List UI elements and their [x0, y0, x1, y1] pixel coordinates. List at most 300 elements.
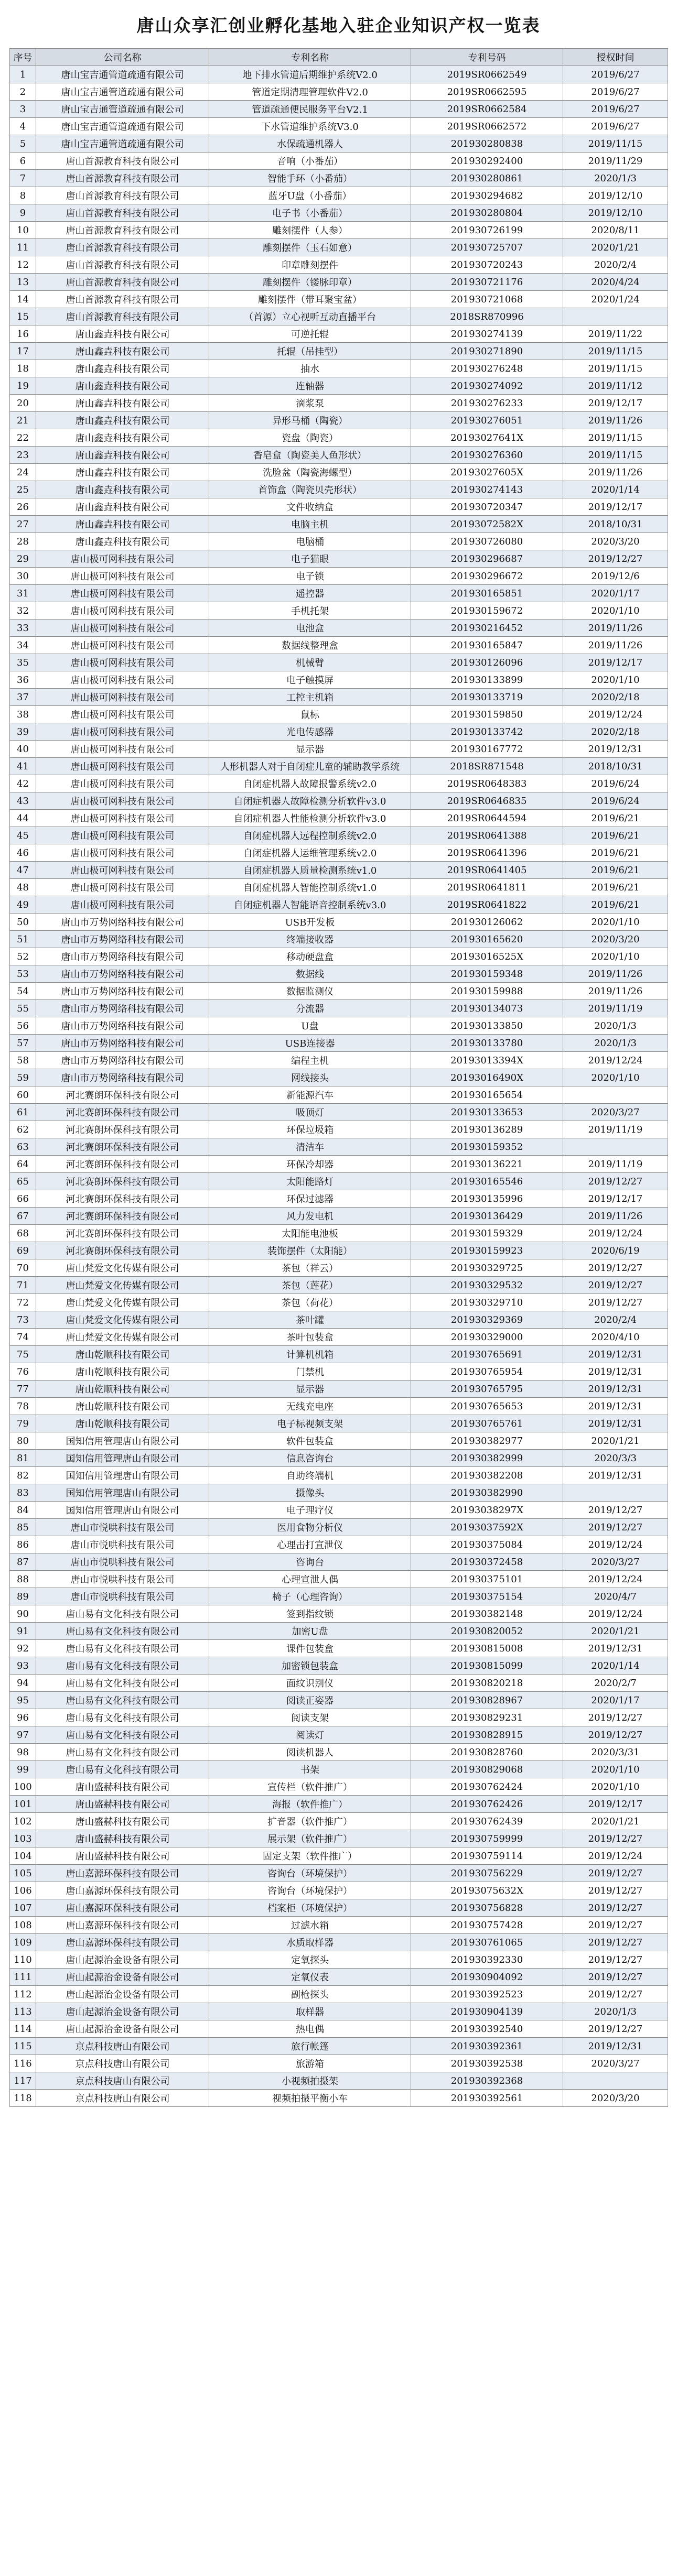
cell-patent-number: 201930274139: [411, 325, 563, 343]
cell-grant-date: 2019/12/24: [563, 706, 668, 723]
cell-company: 唐山易有文化科技有限公司: [36, 1726, 209, 1744]
table-row: [10, 464, 668, 481]
cell-grant-date: 2019/12/27: [563, 1917, 668, 1934]
cell-company: 河北赛朗环保科技有限公司: [36, 1121, 209, 1138]
cell-patent-number: 201930762424: [411, 1778, 563, 1796]
cell-grant-date: 2020/6/19: [563, 1242, 668, 1259]
table-row: [10, 308, 668, 325]
cell-patent-number: 201930765761: [411, 1415, 563, 1432]
cell-patent-number: 2019SR0662595: [411, 83, 563, 101]
cell-patent-name: 太阳能路灯: [209, 1173, 411, 1190]
cell-grant-date: 2020/1/10: [563, 1069, 668, 1086]
cell-company: 唐山嘉源环保科技有限公司: [36, 1865, 209, 1882]
cell-company: 唐山极可网科技有限公司: [36, 758, 209, 775]
cell-grant-date: 2019/12/27: [563, 1294, 668, 1311]
table-header-row: [10, 49, 668, 66]
cell-patent-number: 201930721068: [411, 291, 563, 308]
table-row: [10, 1709, 668, 1726]
cell-grant-date: 2019/12/31: [563, 1346, 668, 1363]
cell-company: 唐山市万势网络科技有限公司: [36, 931, 209, 948]
cell-patent-number: 201930133742: [411, 723, 563, 741]
cell-patent-name: 计算机机箱: [209, 1346, 411, 1363]
table-row: [10, 153, 668, 170]
cell-patent-name: 数据线整理盒: [209, 637, 411, 654]
cell-grant-date: 2019/12/27: [563, 1173, 668, 1190]
cell-patent-number: 201930762426: [411, 1796, 563, 1813]
header-company: 公司名称: [36, 49, 209, 66]
cell-company: 唐山易有文化科技有限公司: [36, 1605, 209, 1623]
cell-patent-name: 数据监测仪: [209, 983, 411, 1000]
table-row: [10, 723, 668, 741]
cell-company: 唐山极可网科技有限公司: [36, 827, 209, 844]
cell-grant-date: [563, 308, 668, 325]
table-row: [10, 671, 668, 689]
cell-company: 唐山市万势网络科技有限公司: [36, 983, 209, 1000]
cell-grant-date: 2018/10/31: [563, 758, 668, 775]
cell-patent-number: 201930136429: [411, 1208, 563, 1225]
cell-company: 唐山易有文化科技有限公司: [36, 1675, 209, 1692]
cell-grant-date: 2020/1/3: [563, 2003, 668, 2020]
cell-patent-number: 201930820218: [411, 1675, 563, 1692]
cell-no: 28: [10, 533, 36, 550]
table-row: [10, 2055, 668, 2072]
cell-patent-number: 201930159352: [411, 1138, 563, 1156]
cell-grant-date: 2020/3/20: [563, 533, 668, 550]
table-row: [10, 1156, 668, 1173]
cell-patent-name: 电池盒: [209, 619, 411, 637]
table-row: [10, 1675, 668, 1692]
cell-patent-number: 201930382148: [411, 1605, 563, 1623]
table-row: [10, 792, 668, 810]
cell-grant-date: 2019/12/24: [563, 1536, 668, 1553]
table-row: [10, 1242, 668, 1259]
cell-company: 唐山首源教育科技有限公司: [36, 170, 209, 187]
header-no: 序号: [10, 49, 36, 66]
cell-company: 唐山鑫垚科技有限公司: [36, 377, 209, 395]
table-row: [10, 1657, 668, 1675]
table-row: [10, 896, 668, 914]
cell-patent-name: 签到指纹锁: [209, 1605, 411, 1623]
cell-no: 48: [10, 879, 36, 896]
cell-no: 112: [10, 1986, 36, 2003]
cell-grant-date: 2019/11/15: [563, 429, 668, 447]
cell-grant-date: 2019/12/27: [563, 1277, 668, 1294]
cell-no: 81: [10, 1450, 36, 1467]
cell-grant-date: [563, 1484, 668, 1502]
cell-no: 67: [10, 1208, 36, 1225]
table-row: [10, 2020, 668, 2038]
cell-patent-number: 201930756229: [411, 1865, 563, 1882]
cell-company: 唐山极可网科技有限公司: [36, 671, 209, 689]
cell-patent-name: 茶叶包装盒: [209, 1329, 411, 1346]
table-row: [10, 1986, 668, 2003]
cell-company: 唐山鑫垚科技有限公司: [36, 481, 209, 498]
cell-grant-date: 2019/6/21: [563, 879, 668, 896]
cell-no: 100: [10, 1778, 36, 1796]
table-row: [10, 1553, 668, 1571]
document-title: 唐山众享汇创业孵化基地入驻企业知识产权一览表: [136, 15, 541, 36]
cell-company: 唐山极可网科技有限公司: [36, 862, 209, 879]
table-row: [10, 1000, 668, 1017]
cell-patent-number: 2019SR0646835: [411, 792, 563, 810]
cell-patent-number: 201930216452: [411, 619, 563, 637]
cell-patent-number: 2019SR0641811: [411, 879, 563, 896]
cell-patent-name: 雕刻摆件（玉石如意）: [209, 239, 411, 256]
cell-grant-date: 2020/4/24: [563, 274, 668, 291]
cell-patent-number: 201930392361: [411, 2038, 563, 2055]
cell-patent-name: 阅读支架: [209, 1709, 411, 1726]
cell-no: 11: [10, 239, 36, 256]
cell-grant-date: 2019/11/15: [563, 135, 668, 153]
cell-company: 唐山市悦哄科技有限公司: [36, 1588, 209, 1605]
cell-company: 国知信用管理唐山有限公司: [36, 1467, 209, 1484]
table-row: [10, 1225, 668, 1242]
cell-no: 33: [10, 619, 36, 637]
cell-no: 44: [10, 810, 36, 827]
cell-patent-number: 201930392561: [411, 2090, 563, 2107]
cell-no: 117: [10, 2072, 36, 2090]
cell-patent-number: 201930372458: [411, 1553, 563, 1571]
cell-grant-date: 2019/12/17: [563, 498, 668, 516]
cell-grant-date: 2019/12/27: [563, 1899, 668, 1917]
cell-patent-name: 门禁机: [209, 1363, 411, 1381]
cell-patent-number: 201930292400: [411, 153, 563, 170]
table-row: [10, 965, 668, 983]
cell-no: 58: [10, 1052, 36, 1069]
table-row: [10, 343, 668, 360]
cell-grant-date: 2019/12/24: [563, 1225, 668, 1242]
cell-no: 5: [10, 135, 36, 153]
cell-company: 唐山极可网科技有限公司: [36, 792, 209, 810]
cell-patent-name: 电子猫眼: [209, 550, 411, 568]
table-row: [10, 758, 668, 775]
table-row: [10, 948, 668, 965]
cell-no: 104: [10, 1847, 36, 1865]
cell-no: 37: [10, 689, 36, 706]
cell-patent-number: 201930165654: [411, 1086, 563, 1104]
cell-no: 2: [10, 83, 36, 101]
cell-company: 唐山市万势网络科技有限公司: [36, 965, 209, 983]
cell-patent-number: 201930134073: [411, 1000, 563, 1017]
cell-grant-date: 2019/12/27: [563, 1969, 668, 1986]
cell-patent-number: 201930828915: [411, 1726, 563, 1744]
cell-patent-number: 201930904092: [411, 1969, 563, 1986]
cell-patent-number: 201930133780: [411, 1035, 563, 1052]
cell-no: 88: [10, 1571, 36, 1588]
cell-no: 116: [10, 2055, 36, 2072]
cell-no: 15: [10, 308, 36, 325]
cell-patent-name: 加密锁包装盒: [209, 1657, 411, 1675]
cell-patent-name: 香皂盒（陶瓷美人鱼形状）: [209, 447, 411, 464]
cell-company: 唐山盛赫科技有限公司: [36, 1778, 209, 1796]
cell-company: 唐山首源教育科技有限公司: [36, 239, 209, 256]
cell-grant-date: 2019/11/19: [563, 1121, 668, 1138]
cell-grant-date: 2019/11/26: [563, 464, 668, 481]
cell-patent-name: 印章雕刻摆件: [209, 256, 411, 274]
cell-patent-name: 地下排水管道后期维护系统V2.0: [209, 66, 411, 83]
cell-no: 98: [10, 1744, 36, 1761]
cell-company: 唐山极可网科技有限公司: [36, 896, 209, 914]
cell-patent-name: 固定支架（软件推广）: [209, 1847, 411, 1865]
cell-patent-number: 201930757428: [411, 1917, 563, 1934]
cell-grant-date: 2019/11/19: [563, 1000, 668, 1017]
table-row: [10, 741, 668, 758]
cell-patent-name: 滴浆泵: [209, 395, 411, 412]
table-row: [10, 1951, 668, 1969]
table-row: [10, 1847, 668, 1865]
cell-no: 27: [10, 516, 36, 533]
cell-company: 唐山易有文化科技有限公司: [36, 1744, 209, 1761]
table-row: [10, 135, 668, 153]
cell-no: 94: [10, 1675, 36, 1692]
cell-grant-date: 2019/12/17: [563, 395, 668, 412]
cell-patent-number: 201930725707: [411, 239, 563, 256]
table-row: [10, 533, 668, 550]
cell-no: 79: [10, 1415, 36, 1432]
cell-grant-date: 2019/6/21: [563, 844, 668, 862]
table-row: [10, 585, 668, 602]
table-row: [10, 1536, 668, 1553]
cell-grant-date: 2019/6/21: [563, 896, 668, 914]
table-row: [10, 1882, 668, 1899]
table-row: [10, 914, 668, 931]
cell-grant-date: 2020/3/27: [563, 2055, 668, 2072]
cell-no: 13: [10, 274, 36, 291]
cell-grant-date: 2020/1/10: [563, 1778, 668, 1796]
cell-patent-number: 201930280861: [411, 170, 563, 187]
cell-patent-number: 201930828760: [411, 1744, 563, 1761]
cell-patent-number: 201930765954: [411, 1363, 563, 1381]
cell-company: 唐山盛赫科技有限公司: [36, 1830, 209, 1847]
cell-patent-number: 201930815008: [411, 1640, 563, 1657]
cell-patent-number: 201930765653: [411, 1398, 563, 1415]
cell-grant-date: 2019/11/26: [563, 1208, 668, 1225]
cell-patent-number: 201930375154: [411, 1588, 563, 1605]
table-row: [10, 844, 668, 862]
table-row: [10, 222, 668, 239]
table-row: [10, 498, 668, 516]
cell-company: 唐山极可网科技有限公司: [36, 602, 209, 619]
cell-company: 京点科技唐山有限公司: [36, 2038, 209, 2055]
cell-patent-number: 201930329710: [411, 1294, 563, 1311]
header-patent-number: 专利号码: [411, 49, 563, 66]
cell-patent-name: 自闭症机器人运维管理系统v2.0: [209, 844, 411, 862]
cell-patent-number: 201930721176: [411, 274, 563, 291]
cell-no: 32: [10, 602, 36, 619]
table-body: [10, 66, 668, 2107]
cell-patent-name: 自闭症机器人远程控制系统v2.0: [209, 827, 411, 844]
table-row: [10, 810, 668, 827]
cell-grant-date: 2019/12/27: [563, 1502, 668, 1519]
table-row: [10, 706, 668, 723]
cell-patent-number: 201930274143: [411, 481, 563, 498]
table-row: [10, 1432, 668, 1450]
cell-no: 106: [10, 1882, 36, 1899]
cell-grant-date: 2019/12/31: [563, 1415, 668, 1432]
cell-grant-date: 2019/6/27: [563, 101, 668, 118]
cell-grant-date: 2019/11/26: [563, 965, 668, 983]
cell-patent-name: 茶包（莲花）: [209, 1277, 411, 1294]
cell-patent-name: 信息咨询台: [209, 1450, 411, 1467]
cell-no: 66: [10, 1190, 36, 1208]
cell-patent-number: 20193027641X: [411, 429, 563, 447]
cell-no: 111: [10, 1969, 36, 1986]
cell-no: 42: [10, 775, 36, 792]
cell-patent-number: 201930329532: [411, 1277, 563, 1294]
table-row: [10, 1104, 668, 1121]
cell-patent-name: 自闭症机器人性能检测分析软件v3.0: [209, 810, 411, 827]
cell-no: 39: [10, 723, 36, 741]
cell-patent-number: 201930159850: [411, 706, 563, 723]
cell-grant-date: 2020/2/4: [563, 256, 668, 274]
cell-grant-date: 2020/1/10: [563, 671, 668, 689]
cell-company: 河北赛朗环保科技有限公司: [36, 1086, 209, 1104]
cell-patent-name: 电子触摸屏: [209, 671, 411, 689]
cell-no: 92: [10, 1640, 36, 1657]
cell-patent-name: 人形机器人对于自闭症儿童的辅助教学系统: [209, 758, 411, 775]
cell-grant-date: 2019/11/19: [563, 1156, 668, 1173]
cell-company: 唐山市万势网络科技有限公司: [36, 1017, 209, 1035]
cell-grant-date: 2020/3/20: [563, 2090, 668, 2107]
cell-grant-date: 2019/12/27: [563, 1934, 668, 1951]
cell-patent-number: 2019SR0644594: [411, 810, 563, 827]
cell-patent-name: 管道定期清理管理软件V2.0: [209, 83, 411, 101]
cell-grant-date: 2019/11/26: [563, 619, 668, 637]
table-row: [10, 2038, 668, 2055]
cell-no: 55: [10, 1000, 36, 1017]
cell-grant-date: 2019/11/26: [563, 412, 668, 429]
table-row: [10, 1208, 668, 1225]
cell-no: 95: [10, 1692, 36, 1709]
cell-no: 60: [10, 1086, 36, 1104]
cell-no: 89: [10, 1588, 36, 1605]
cell-patent-number: 20193037592X: [411, 1519, 563, 1536]
cell-patent-name: 蓝牙U盘（小番茄）: [209, 187, 411, 204]
cell-grant-date: 2020/1/10: [563, 602, 668, 619]
cell-patent-number: 201930165847: [411, 637, 563, 654]
cell-patent-name: 电子标视频支架: [209, 1415, 411, 1432]
cell-company: 唐山易有文化科技有限公司: [36, 1709, 209, 1726]
cell-company: 唐山首源教育科技有限公司: [36, 222, 209, 239]
cell-patent-number: 2018SR871548: [411, 758, 563, 775]
cell-patent-name: 自闭症机器人智能控制系统v1.0: [209, 879, 411, 896]
cell-patent-name: 自闭症机器人故障检测分析软件v3.0: [209, 792, 411, 810]
cell-grant-date: 2019/11/15: [563, 343, 668, 360]
cell-patent-number: 201930167772: [411, 741, 563, 758]
cell-patent-name: 咨询台（环境保护）: [209, 1865, 411, 1882]
cell-company: 河北赛朗环保科技有限公司: [36, 1104, 209, 1121]
cell-patent-name: 宣传栏（软件推广）: [209, 1778, 411, 1796]
cell-grant-date: 2020/1/24: [563, 291, 668, 308]
table-row: [10, 983, 668, 1000]
cell-company: 唐山鑫垚科技有限公司: [36, 429, 209, 447]
cell-no: 16: [10, 325, 36, 343]
cell-patent-name: 自闭症机器人智能语音控制系统v3.0: [209, 896, 411, 914]
table-row: [10, 187, 668, 204]
cell-grant-date: 2019/12/17: [563, 1796, 668, 1813]
cell-company: 唐山极可网科技有限公司: [36, 844, 209, 862]
cell-patent-name: 取样器: [209, 2003, 411, 2020]
table-row: [10, 1692, 668, 1709]
cell-patent-name: U盘: [209, 1017, 411, 1035]
cell-grant-date: [563, 1138, 668, 1156]
table-row: [10, 1934, 668, 1951]
cell-no: 35: [10, 654, 36, 671]
cell-grant-date: 2019/6/27: [563, 66, 668, 83]
cell-company: 唐山极可网科技有限公司: [36, 689, 209, 706]
cell-company: 唐山鑫垚科技有限公司: [36, 412, 209, 429]
cell-company: 唐山乾顺科技有限公司: [36, 1381, 209, 1398]
cell-company: 国知信用管理唐山有限公司: [36, 1484, 209, 1502]
cell-patent-name: 雕刻摆件（带耳聚宝盆）: [209, 291, 411, 308]
cell-no: 69: [10, 1242, 36, 1259]
cell-patent-name: 茶包（祥云）: [209, 1259, 411, 1277]
cell-no: 53: [10, 965, 36, 983]
table-row: [10, 1173, 668, 1190]
cell-patent-name: 副枪探头: [209, 1986, 411, 2003]
cell-patent-name: 茶包（荷花）: [209, 1294, 411, 1311]
table-row: [10, 1502, 668, 1519]
cell-patent-number: 20193072582X: [411, 516, 563, 533]
cell-no: 71: [10, 1277, 36, 1294]
cell-company: 唐山首源教育科技有限公司: [36, 153, 209, 170]
cell-no: 90: [10, 1605, 36, 1623]
table-row: [10, 879, 668, 896]
cell-patent-number: 201930159988: [411, 983, 563, 1000]
cell-patent-number: 201930392523: [411, 1986, 563, 2003]
cell-patent-number: 201930820052: [411, 1623, 563, 1640]
table-row: [10, 1121, 668, 1138]
header-patent-name: 专利名称: [209, 49, 411, 66]
cell-no: 59: [10, 1069, 36, 1086]
cell-patent-name: 装饰摆件（太阳能）: [209, 1242, 411, 1259]
cell-patent-number: 20193013394X: [411, 1052, 563, 1069]
cell-no: 114: [10, 2020, 36, 2038]
table-row: [10, 481, 668, 498]
cell-patent-name: 终端接收器: [209, 931, 411, 948]
cell-company: 唐山极可网科技有限公司: [36, 550, 209, 568]
table-row: [10, 2072, 668, 2090]
cell-patent-number: 201930762439: [411, 1813, 563, 1830]
cell-patent-name: 电子书（小番茄）: [209, 204, 411, 222]
cell-patent-number: 201930294682: [411, 187, 563, 204]
cell-patent-name: 托辊（吊挂型）: [209, 343, 411, 360]
cell-no: 40: [10, 741, 36, 758]
cell-grant-date: 2019/11/15: [563, 360, 668, 377]
cell-patent-name: 电脑主机: [209, 516, 411, 533]
cell-patent-number: 201930165546: [411, 1173, 563, 1190]
cell-grant-date: 2019/6/27: [563, 83, 668, 101]
cell-patent-number: 201930329725: [411, 1259, 563, 1277]
cell-patent-number: 201930136221: [411, 1156, 563, 1173]
cell-no: 24: [10, 464, 36, 481]
table-row: [10, 1450, 668, 1467]
cell-patent-name: USB开发板: [209, 914, 411, 931]
cell-patent-number: 2019SR0641405: [411, 862, 563, 879]
cell-patent-name: 风力发电机: [209, 1208, 411, 1225]
cell-grant-date: 2019/12/27: [563, 1830, 668, 1847]
cell-grant-date: 2019/12/10: [563, 204, 668, 222]
cell-company: 唐山市悦哄科技有限公司: [36, 1519, 209, 1536]
cell-patent-name: 可逆托辊: [209, 325, 411, 343]
cell-no: 31: [10, 585, 36, 602]
cell-patent-name: 文件收纳盒: [209, 498, 411, 516]
cell-no: 93: [10, 1657, 36, 1675]
cell-patent-number: 201930720347: [411, 498, 563, 516]
cell-no: 115: [10, 2038, 36, 2055]
cell-company: 唐山首源教育科技有限公司: [36, 308, 209, 325]
cell-company: 唐山嘉源环保科技有限公司: [36, 1882, 209, 1899]
